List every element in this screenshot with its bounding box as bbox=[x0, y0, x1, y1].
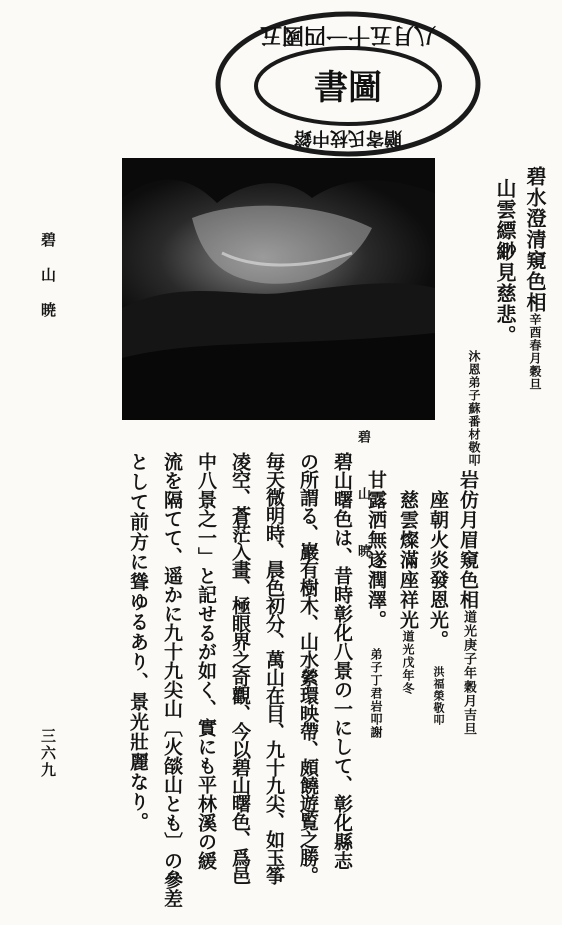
poem1-line2: 山雲縹緲見慈悲。 bbox=[493, 178, 517, 346]
poem2-line1: 岩仿月眉窺色相道光庚子年穀月吉旦 bbox=[457, 470, 479, 736]
poem3-line2: 甘露洒無遂潤澤。弟子丁君岩叩謝 bbox=[365, 470, 387, 739]
body-line-7: として前方に聳ゆるあり、景光壯麗なり。 bbox=[127, 452, 149, 832]
running-title: 碧山暁 bbox=[39, 232, 57, 337]
poem3-line1: 慈雲燦滿座祥光道光戊年冬 bbox=[397, 490, 419, 695]
body-line-2: の所謂る、巖有樹木、山水縈環映帶、頗饒遊覧之勝。 bbox=[297, 452, 319, 884]
photo-caption: 碧山暁 bbox=[355, 430, 370, 601]
page-number: 三六九 bbox=[39, 728, 57, 779]
poem1-credit: 沐恩弟子蘇番材敬叩 bbox=[467, 350, 481, 467]
body-line-4: 凌空、蒼茫入畫、極眼界之奇觀、今以碧山曙色、爲邑 bbox=[229, 452, 251, 884]
landscape-photo bbox=[122, 158, 435, 420]
body-line-3: 毎天微明時、晨色初分、萬山在目、九十九尖、如玉筝 bbox=[263, 452, 285, 884]
poem1-line1: 碧水澄清窺色相辛酉春月穀旦 bbox=[523, 166, 547, 391]
stamp-ring-top: 八月五十一四國五 bbox=[259, 22, 437, 48]
body-line-1: 碧山曙色は、昔時彰化八景の一にして、彰化縣志 bbox=[331, 452, 353, 870]
stamp-ring-bottom: 贈寄氏枝中鎔 bbox=[294, 127, 402, 148]
body-line-5: 中八景之一」と記せるが如く、實にも平林溪の緩 bbox=[195, 452, 217, 870]
library-stamp bbox=[208, 6, 498, 161]
stamp-center-text: 書圖 bbox=[314, 68, 382, 108]
body-line-6: 流を隔てて、遥かに九十九尖山〔火燄山とも〕の參差 bbox=[161, 452, 183, 908]
poem2-line2: 座朝火炎發恩光。洪福榮敬叩 bbox=[427, 490, 449, 726]
